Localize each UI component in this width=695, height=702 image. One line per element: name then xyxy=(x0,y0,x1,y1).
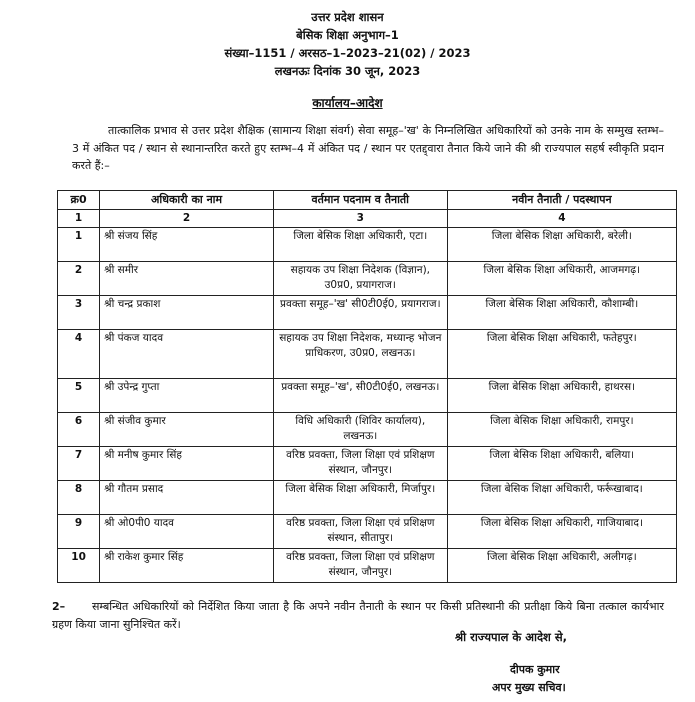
col-number: 2 xyxy=(100,210,274,228)
col-number: 4 xyxy=(447,210,676,228)
cell-name: श्री पंकज यादव xyxy=(100,330,274,379)
signatory-name: दीपक कुमार xyxy=(510,663,560,676)
cell-new: जिला बेसिक शिक्षा अधिकारी, बरेली। xyxy=(447,228,676,262)
header-section: बेसिक शिक्षा अनुभाग–1 xyxy=(296,28,399,42)
table-row xyxy=(58,413,677,447)
cell-name: श्री समीर xyxy=(100,262,274,296)
cell-serial: 5 xyxy=(58,379,100,413)
cell-current: जिला बेसिक शिक्षा अधिकारी, मिर्जापुर। xyxy=(273,481,447,515)
cell-current: प्रवक्ता समूह–'ख', सी0टी0ई0, लखनऊ। xyxy=(273,379,447,413)
cell-name: श्री संजय सिंह xyxy=(100,228,274,262)
column-number-row xyxy=(58,210,677,228)
cell-name: श्री ओ0पी0 यादव xyxy=(100,515,274,549)
order-paragraph-2 xyxy=(52,598,664,633)
cell-name: श्री संजीव कुमार xyxy=(100,413,274,447)
table-row xyxy=(58,549,677,583)
cell-new: जिला बेसिक शिक्षा अधिकारी, गाजियाबाद। xyxy=(447,515,676,549)
cell-new: जिला बेसिक शिक्षा अधिकारी, बलिया। xyxy=(447,447,676,481)
cell-current: प्रवक्ता समूह–'ख' सी0टी0ई0, प्रयागराज। xyxy=(273,296,447,330)
cell-current: सहायक उप शिक्षा निदेशक (विज्ञान), उ0प्र0, प्रयागराज। xyxy=(273,262,447,296)
cell-serial: 3 xyxy=(58,296,100,330)
col-header-serial: क्र0 xyxy=(58,191,100,210)
cell-new: जिला बेसिक शिक्षा अधिकारी, आजमगढ़। xyxy=(447,262,676,296)
header-government: उत्तर प्रदेश शासन xyxy=(311,10,384,24)
col-header-current: वर्तमान पदनाम व तैनाती xyxy=(273,191,447,210)
cell-new: जिला बेसिक शिक्षा अधिकारी, फतेहपुर। xyxy=(447,330,676,379)
cell-name: श्री गौतम प्रसाद xyxy=(100,481,274,515)
cell-serial: 1 xyxy=(58,228,100,262)
table-row xyxy=(58,262,677,296)
cell-name: श्री राकेश कुमार सिंह xyxy=(100,549,274,583)
transfer-table xyxy=(57,190,677,583)
cell-current: वरिष्ठ प्रवक्ता, जिला शिक्षा एवं प्रशिक्षण संस्थान, सीतापुर। xyxy=(273,515,447,549)
table-row xyxy=(58,447,677,481)
office-order-title xyxy=(0,94,695,111)
cell-new: जिला बेसिक शिक्षा अधिकारी, कौशाम्बी। xyxy=(447,296,676,330)
cell-serial: 7 xyxy=(58,447,100,481)
cell-serial: 4 xyxy=(58,330,100,379)
col-number: 1 xyxy=(58,210,100,228)
cell-current: वरिष्ठ प्रवक्ता, जिला शिक्षा एवं प्रशिक्षण संस्थान, जौनपुर। xyxy=(273,549,447,583)
col-header-new: नवीन तैनाती / पदस्थापन xyxy=(447,191,676,210)
col-header-name: अधिकारी का नाम xyxy=(100,191,274,210)
cell-name: श्री मनीष कुमार सिंह xyxy=(100,447,274,481)
table-row xyxy=(58,330,677,379)
cell-new: जिला बेसिक शिक्षा अधिकारी, हाथरस। xyxy=(447,379,676,413)
table-row xyxy=(58,228,677,262)
cell-current: विधि अधिकारी (शिविर कार्यालय), लखनऊ। xyxy=(273,413,447,447)
table-row xyxy=(58,296,677,330)
cell-serial: 10 xyxy=(58,549,100,583)
cell-name: श्री उपेन्द्र गुप्ता xyxy=(100,379,274,413)
cell-serial: 2 xyxy=(58,262,100,296)
header-reference-number: संख्या–1151 / अरसठ–1–2023–21(02) / 2023 xyxy=(224,46,471,60)
table-header-row xyxy=(58,191,677,210)
cell-serial: 8 xyxy=(58,481,100,515)
col-number: 3 xyxy=(273,210,447,228)
table-row xyxy=(58,481,677,515)
cell-new: जिला बेसिक शिक्षा अधिकारी, अलीगढ़। xyxy=(447,549,676,583)
cell-new: जिला बेसिक शिक्षा अधिकारी, रामपुर। xyxy=(447,413,676,447)
paragraph-2-text: सम्बन्धित अधिकारियों को निर्देशित किया जाता है कि अपने नवीन तैनाती के स्थान पर किसी प्रतिस्थानी की प्रतीक्षा किये बिना तत्काल कार्यभार ग्रहण किया जाना सुनिश्चित करें। xyxy=(52,600,664,631)
cell-serial: 9 xyxy=(58,515,100,549)
cell-name: श्री चन्द्र प्रकाश xyxy=(100,296,274,330)
signature-authority: श्री राज्यपाल के आदेश से, xyxy=(455,630,568,644)
table-row xyxy=(58,515,677,549)
cell-current: सहायक उप शिक्षा निदेशक, मध्यान्ह भोजन प्राधिकरण, उ0प्र0, लखनऊ। xyxy=(273,330,447,379)
cell-serial: 6 xyxy=(58,413,100,447)
order-paragraph-1: तात्कालिक प्रभाव से उत्तर प्रदेश शैक्षिक (सामान्य शिक्षा संवर्ग) सेवा समूह–'ख' के निम्नलिखित अधिकारियों को उनके नाम के सम्मुख स्तम्भ–3 में अंकित पद / स्थान से स्थानान्तरित करते हुए स्तम्भ–4 में अंकित पद / स्थान पर एतद्द्वारा तैनात किये जाने की श्री राज्यपाल सहर्ष स्वीकृति प्रदान करते हैं:– xyxy=(72,124,664,172)
paragraph-number: 2– xyxy=(52,600,66,613)
table-row xyxy=(58,379,677,413)
office-order-title-text: कार्यालय–आदेश xyxy=(312,96,383,110)
cell-current: जिला बेसिक शिक्षा अधिकारी, एटा। xyxy=(273,228,447,262)
cell-new: जिला बेसिक शिक्षा अधिकारी, फर्रूखाबाद। xyxy=(447,481,676,515)
cell-current: वरिष्ठ प्रवक्ता, जिला शिक्षा एवं प्रशिक्षण संस्थान, जौनपुर। xyxy=(273,447,447,481)
header-date: लखनऊः दिनांक 30 जून, 2023 xyxy=(274,64,421,78)
signatory-designation: अपर मुख्य सचिव। xyxy=(492,681,566,694)
